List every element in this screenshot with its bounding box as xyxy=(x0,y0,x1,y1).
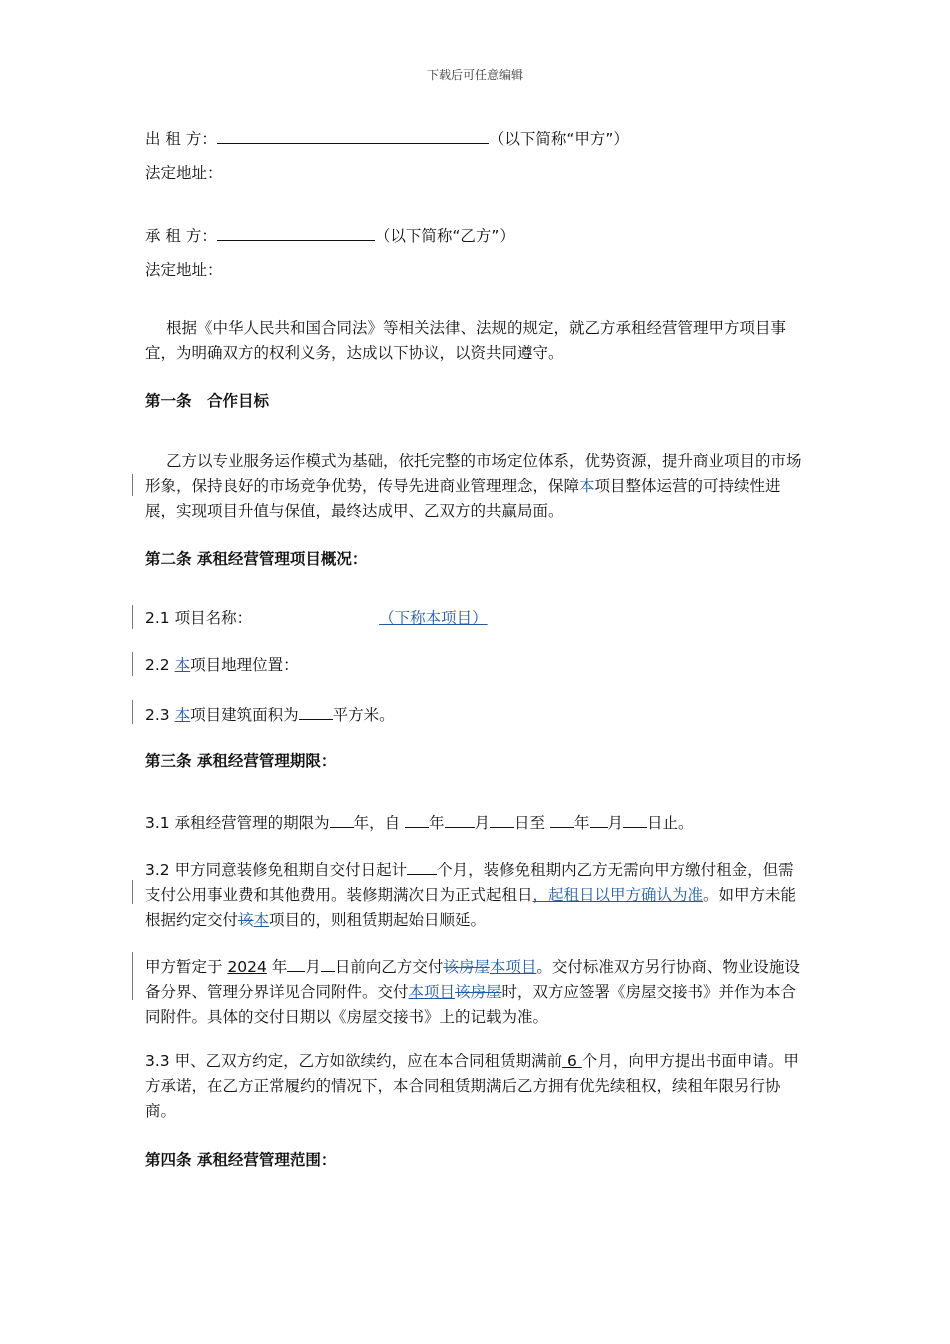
delivery-insertion: 本项目 xyxy=(408,983,456,1001)
clause-3-2-insertion: ，起租日以甲方确认为准 xyxy=(532,886,704,904)
delivery-text: 。交付标准双方另行协商、物业设施设备分界、管理分界详见合同附件。交付 xyxy=(145,958,800,1001)
term-years-blank xyxy=(330,809,354,828)
revision-bar xyxy=(132,605,133,629)
free-months-blank xyxy=(407,856,437,875)
end-year-blank xyxy=(550,809,574,828)
clause-3-3 xyxy=(145,1049,807,1124)
party-a-name-blank xyxy=(217,125,489,144)
item-2-1-insertion: （下称本项目） xyxy=(379,609,488,627)
clause-3-1-text: 年 xyxy=(429,814,445,832)
clause-3-2-delivery xyxy=(145,953,807,1030)
clause-3-2-text: 。如甲方未能根据约定交付 xyxy=(145,886,797,929)
item-2-2 xyxy=(145,653,299,678)
delivery-month-blank xyxy=(287,953,305,972)
end-day-blank xyxy=(623,809,647,828)
article-1-text-a: 乙方以专业服务运作模式为基础，依托完整的市场定位体系，优势资源，提升商业项目的市场形象，保持良好的市场竞争优势，传导先进商业管理理念，保障 xyxy=(145,452,802,495)
delivery-year: 2024 xyxy=(227,958,267,976)
delivery-day-blank xyxy=(321,953,335,972)
start-day-blank xyxy=(490,809,514,828)
article-1-paragraph xyxy=(145,449,807,524)
clause-3-2-deletion: 该 xyxy=(238,911,254,929)
article-4-title: 第四条 承租经营管理范围： xyxy=(145,1151,337,1169)
item-2-3-unit: 平方米。 xyxy=(332,706,395,724)
delivery-insertion: 本项目 xyxy=(489,958,537,976)
delivery-text: 时，双方应签署《房屋交接书》并作为本合同附件。具体的交付日期以《房屋交接书》上的记载为准。 xyxy=(145,983,797,1026)
clause-3-2-text: 项目的，则租赁期起始日顺延。 xyxy=(269,911,487,929)
clause-3-3-text: 个月，向甲方提出书面申请。甲方承诺，在乙方正常履约的情况下，本合同租赁期满后乙方拥有优先续租权，续租年限另行协商。 xyxy=(145,1052,799,1120)
item-2-1-name-field xyxy=(252,609,488,627)
clause-3-1-text: 月 xyxy=(607,814,624,832)
party-b-label: 承 租 方： xyxy=(145,227,217,245)
article-3-title: 第三条 承租经营管理期限： xyxy=(145,752,337,770)
clause-3-1-text: 年，自 xyxy=(353,814,406,832)
item-2-1 xyxy=(145,606,488,631)
clause-3-2-insertion: 本 xyxy=(253,911,270,929)
party-b-suffix: （以下简称“乙方”） xyxy=(374,227,515,245)
item-2-2-text: 项目地理位置： xyxy=(190,656,299,674)
clause-3-1 xyxy=(145,809,694,836)
delivery-text: 甲方暂定于 xyxy=(145,958,228,976)
page-header-note: 下载后可任意编辑 xyxy=(426,68,523,82)
revision-bar xyxy=(132,952,133,1000)
delivery-text: 年 xyxy=(266,958,288,976)
party-a-label: 出 租 方： xyxy=(145,130,217,148)
item-2-2-label: 2.2 xyxy=(145,656,175,674)
clause-3-1-text: 年 xyxy=(573,814,590,832)
item-2-1-label: 2.1 项目名称： xyxy=(145,609,253,627)
article-1-title: 第一条 合作目标 xyxy=(145,392,270,410)
delivery-deletion: 该房屋 xyxy=(455,983,502,1001)
party-b-address: 法定地址： xyxy=(145,261,223,279)
party-a-address: 法定地址： xyxy=(145,164,223,182)
article-1-text-b: 项目整体运营的可持续性进展，实现项目升值与保值，最终达成甲、乙双方的共赢局面。 xyxy=(145,477,781,520)
clause-3-2 xyxy=(145,856,807,933)
delivery-deletion: 该房屋 xyxy=(443,958,490,976)
end-month-blank xyxy=(590,809,608,828)
clause-3-3-text: 3.3 甲、乙双方约定，乙方如欲续约，应在本合同租赁期满前 xyxy=(145,1052,563,1070)
article-1-insertion: 本 xyxy=(579,477,595,495)
clause-3-2-text: 3.2 甲方同意装修免租期自交付日起计 xyxy=(145,861,408,879)
item-2-3 xyxy=(145,701,395,728)
delivery-text: 日前向乙方交付 xyxy=(334,958,444,976)
clause-3-1-text: 月 xyxy=(474,814,491,832)
item-2-2-insertion: 本 xyxy=(174,656,191,674)
item-2-3-text: 项目建筑面积为 xyxy=(190,706,299,724)
clause-3-1-text: 3.1 承租经营管理的期限为 xyxy=(145,814,330,832)
revision-bar xyxy=(132,474,133,496)
renewal-months: 6 xyxy=(562,1052,582,1070)
clause-3-2-text: 个月，装修免租期内乙方无需向甲方缴付租金，但需支付公用事业费和其他费用。装修期满次日为正式起租日 xyxy=(145,861,794,904)
clause-3-1-text: 日止。 xyxy=(647,814,694,832)
item-2-3-insertion: 本 xyxy=(174,706,191,724)
party-b-line xyxy=(145,222,515,249)
party-a-line xyxy=(145,125,629,152)
article-2-title: 第二条 承租经营管理项目概况： xyxy=(145,550,368,568)
clause-3-1-text: 日至 xyxy=(514,814,550,832)
item-2-3-label: 2.3 xyxy=(145,706,175,724)
party-a-suffix: （以下简称“甲方”） xyxy=(488,130,629,148)
revision-bar xyxy=(132,880,133,904)
revision-bar xyxy=(132,700,133,724)
intro-paragraph: 根据《中华人民共和国合同法》等相关法律、法规的规定，就乙方承租经营管理甲方项目事宜，为明确双方的权利义务，达成以下协议，以资共同遵守。 xyxy=(145,319,787,362)
start-month-blank xyxy=(445,809,475,828)
delivery-text: 月 xyxy=(305,958,321,976)
start-year-blank xyxy=(405,809,429,828)
revision-bar xyxy=(132,652,133,676)
area-blank xyxy=(299,701,333,720)
party-b-name-blank xyxy=(217,222,375,241)
